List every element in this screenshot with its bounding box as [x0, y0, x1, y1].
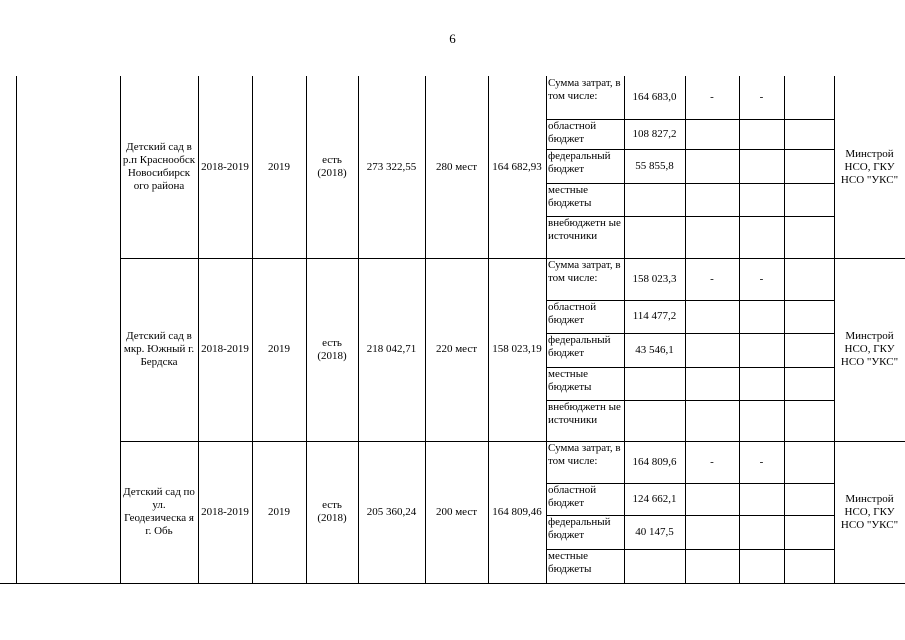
column-divider — [784, 76, 785, 583]
column-divider — [252, 76, 253, 583]
column-divider — [358, 76, 359, 583]
funding-amount: 158 023,3 — [632, 272, 677, 285]
column-divider — [546, 76, 547, 583]
construction-period: 2018-2019 — [201, 505, 249, 518]
column-divider — [624, 76, 625, 583]
total-cost: 164 809,46 — [492, 505, 542, 518]
funding-amount: 124 662,1 — [632, 492, 677, 505]
funding-source: областной бюджет — [548, 120, 597, 145]
table-bottom-border — [0, 583, 905, 584]
object-name: Детский сад по ул. Геодезическа я г. Обь — [123, 486, 195, 537]
responsible-executor: Минстрой НСО, ГКУ НСО "УКС" — [840, 330, 899, 368]
funding-amount-next-year: - — [710, 272, 714, 285]
funding-amount — [626, 367, 683, 400]
object-name: Детский сад в мкр. Южный г. Бердска — [123, 330, 195, 368]
funding-source: местные бюджеты — [548, 368, 592, 393]
capacity: 200 мест — [435, 505, 478, 518]
column-divider — [685, 76, 686, 583]
capacity: 280 мест — [435, 160, 478, 173]
estimated-cost: 218 042,71 — [366, 343, 417, 355]
funding-source: внебюджетн ые источники — [548, 217, 621, 242]
column-divider — [739, 76, 740, 583]
responsible-executor: Минстрой НСО, ГКУ НСО "УКС" — [840, 147, 899, 186]
page-number: 6 — [449, 31, 456, 46]
funding-amount — [626, 216, 683, 258]
funding-amount-third-year: - — [759, 455, 764, 468]
completion-year: 2019 — [268, 160, 290, 173]
funding-amount: 164 683,0 — [632, 90, 677, 103]
design-documentation: есть (2018) — [317, 499, 347, 524]
total-cost: 158 023,19 — [492, 343, 542, 355]
column-divider — [425, 76, 426, 583]
completion-year: 2019 — [268, 505, 290, 518]
funding-source: местные бюджеты — [548, 550, 592, 575]
funding-amount: 164 809,6 — [632, 455, 677, 468]
column-divider — [834, 76, 835, 583]
funding-amount-third-year: - — [759, 91, 764, 103]
funding-source: местные бюджеты — [548, 184, 592, 209]
funding-amount: 43 546,1 — [635, 343, 674, 356]
funding-amount: 40 147,5 — [635, 525, 674, 538]
funding-source: областной бюджет — [548, 484, 597, 509]
funding-amount: 55 855,8 — [635, 159, 674, 172]
construction-period: 2018-2019 — [201, 160, 249, 173]
funding-amount-next-year: - — [710, 91, 714, 103]
funding-amount — [626, 549, 683, 583]
column-divider — [488, 76, 489, 583]
design-documentation: есть (2018) — [317, 336, 347, 362]
funding-amount: 108 827,2 — [632, 127, 677, 140]
construction-period: 2018-2019 — [201, 343, 249, 355]
estimated-cost: 205 360,24 — [366, 505, 417, 518]
column-divider — [306, 76, 307, 583]
funding-amount-third-year: - — [759, 272, 764, 285]
object-name: Детский сад в р.п Краснообск Новосибирск ого района — [122, 141, 196, 192]
funding-source: Сумма затрат, в том числе: — [548, 442, 621, 467]
funding-amount — [626, 400, 683, 441]
funding-source: Сумма затрат, в том числе: — [548, 259, 621, 284]
total-cost: 164 682,93 — [492, 160, 542, 173]
design-documentation: есть (2018) — [317, 154, 347, 179]
column-divider — [120, 76, 121, 583]
completion-year: 2019 — [268, 343, 290, 355]
responsible-executor: Минстрой НСО, ГКУ НСО "УКС" — [840, 492, 899, 531]
column-divider — [198, 76, 199, 583]
funding-source: федеральный бюджет — [548, 334, 611, 359]
column-divider — [16, 76, 17, 583]
funding-amount: 114 477,2 — [632, 310, 677, 322]
funding-amount-next-year: - — [710, 455, 714, 468]
estimated-cost: 273 322,55 — [366, 160, 417, 173]
funding-source: федеральный бюджет — [548, 516, 611, 541]
funding-amount — [626, 183, 683, 216]
funding-source: федеральный бюджет — [548, 150, 611, 175]
funding-source: Сумма затрат, в том числе: — [548, 77, 621, 102]
funding-source: областной бюджет — [548, 301, 597, 326]
funding-source: внебюджетн ые источники — [548, 401, 621, 426]
capacity: 220 мест — [435, 343, 478, 355]
